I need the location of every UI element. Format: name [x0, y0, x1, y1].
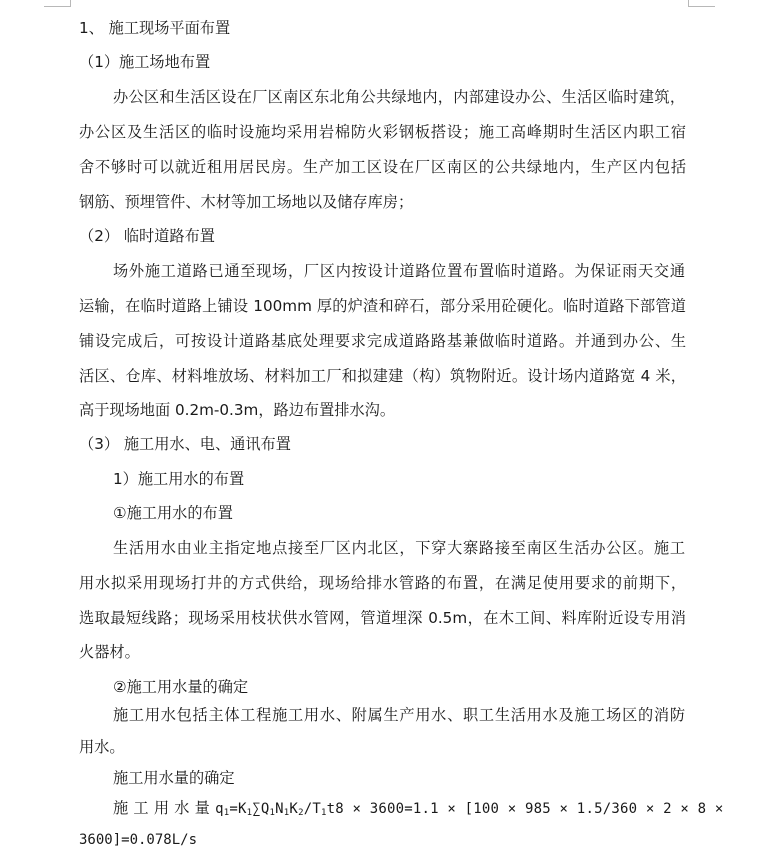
paragraph-line: 钢筋、预埋管件、木材等加工场地以及储存库房；	[79, 193, 414, 211]
paragraph-line: 施工用水包括主体工程施工用水、附属生产用水、职工生活用水及施工场区的消防	[113, 706, 685, 724]
paragraph-line: 铺设完成后，可按设计道路基底处理要求完成道路路基兼做临时道路。并通到办公、生	[79, 332, 686, 350]
subsection-title-utilities: （3） 施工用水、电、通讯布置	[79, 435, 291, 453]
paragraph-line: 舍不够时可以就近租用居民房。生产加工区设在厂区南区的公共绿地内，生产区内包括	[79, 158, 686, 176]
paragraph-line: 生活用水由业主指定地点接至厂区内北区，下穿大寨路接至南区生活办公区。施工	[113, 539, 685, 557]
formula-symbol: =K	[229, 801, 247, 817]
page-corner-mark-left	[44, 0, 71, 7]
paragraph-line: 办公区及生活区的临时设施均采用岩棉防火彩钢板搭设；施工高峰期时生活区内职工宿	[79, 123, 686, 141]
formula-subscript: 1	[269, 808, 276, 818]
calculation-title: 施工用水量的确定	[113, 769, 235, 787]
formula-subscript: 1	[283, 808, 290, 818]
formula-symbol: N	[275, 801, 284, 817]
item-title-water-quantity: ②施工用水量的确定	[113, 678, 249, 696]
formula-result-line: 3600]=0.078L/s	[79, 832, 198, 848]
paragraph-line: 活区、仓库、材料堆放场、材料加工厂和拟建建（构）筑物附近。设计场内道路宽 4 米，	[79, 367, 686, 385]
paragraph-line: 选取最短线路；现场采用枝状供水管网，管道埋深 0.5m，在木工间、料库附近设专用消	[79, 609, 686, 627]
paragraph-line: 火器材。	[79, 643, 140, 661]
item-title-water-layout: ①施工用水的布置	[113, 504, 233, 522]
page-corner-mark-right	[688, 0, 715, 7]
water-demand-formula	[113, 798, 724, 819]
formula-sum-symbol: ∑	[252, 801, 261, 817]
formula-remainder: t8 × 3600=1.1 × [100 × 985 × 1.5/360 × 2 × 8 ×	[326, 801, 724, 817]
subsection-title-site-layout: （1）施工场地布置	[79, 53, 211, 71]
paragraph-line: 办公区和生活区设在厂区南区东北角公共绿地内，内部建设办公、生活区临时建筑，	[113, 88, 685, 106]
formula-symbol: q	[215, 801, 224, 817]
paragraph-line: 场外施工道路已通至现场，厂区内按设计道路位置布置临时道路。为保证雨天交通	[113, 262, 685, 280]
paragraph-line: 运输，在临时道路上铺设 100mm 厚的炉渣和碎石，部分采用砼硬化。临时道路下部管道	[79, 297, 686, 315]
paragraph-line: 用水拟采用现场打井的方式供给，现场给排水管路的布置，在满足使用要求的前期下，	[79, 574, 686, 592]
formula-symbol: /T	[303, 801, 321, 817]
subsection-title-temporary-road: （2） 临时道路布置	[79, 227, 215, 245]
formula-subscript: 1	[223, 808, 230, 818]
formula-subscript: 1	[246, 808, 253, 818]
formula-lead: 施 工 用 水 量	[113, 799, 211, 817]
section-heading: 1、 施工现场平面布置	[79, 19, 231, 37]
formula-symbol: K	[289, 801, 299, 817]
formula-symbol: Q	[260, 801, 270, 817]
formula-subscript: 2	[298, 808, 304, 818]
paragraph-line: 高于现场地面 0.2m-0.3m，路边布置排水沟。	[79, 401, 396, 419]
paragraph-line: 用水。	[79, 738, 125, 756]
formula-subscript: 1	[320, 808, 327, 818]
formula-expression	[215, 801, 723, 817]
sub-item-title-water: 1）施工用水的布置	[113, 470, 245, 488]
